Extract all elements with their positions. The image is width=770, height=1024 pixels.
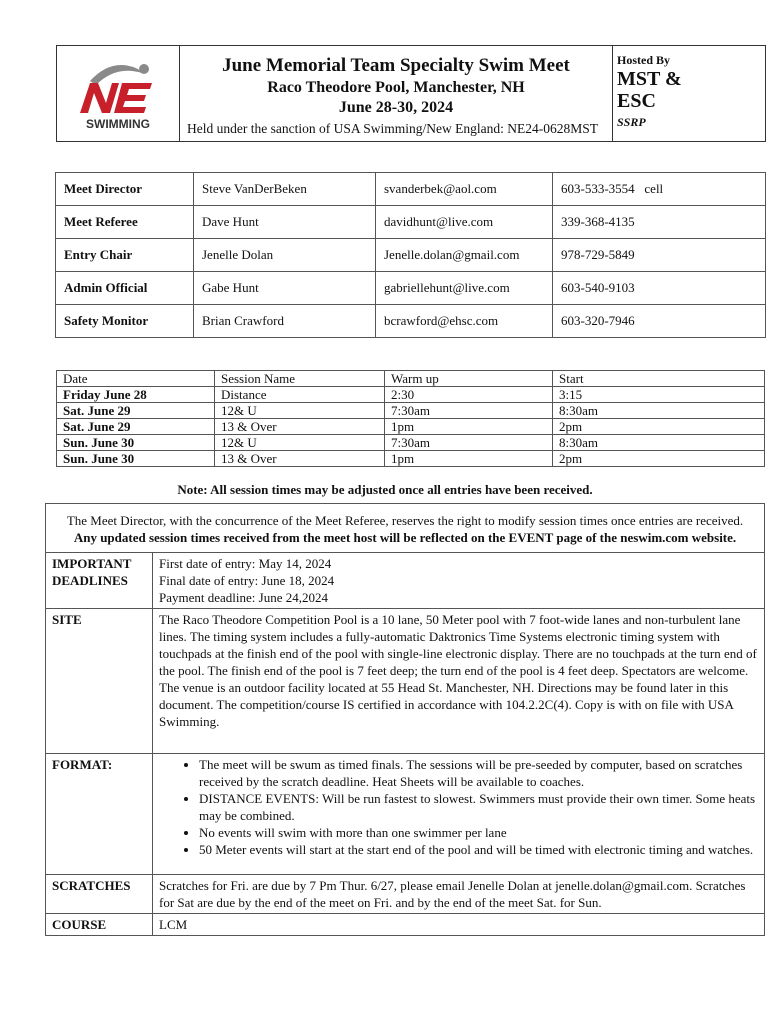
session-times-note: Note: All session times may be adjusted once all entries have been received. xyxy=(177,482,593,497)
session-name: Distance xyxy=(215,387,385,403)
official-name: Dave Hunt xyxy=(194,206,376,239)
official-role: Meet Director xyxy=(56,173,194,206)
official-phone: 603-533-3554 cell xyxy=(553,173,766,206)
payment-deadline: Payment deadline: June 24,2024 xyxy=(159,590,328,605)
session-date: Sun. June 30 xyxy=(57,435,215,451)
logo-word: SWIMMING xyxy=(86,117,150,131)
official-name: Jenelle Dolan xyxy=(194,239,376,272)
official-role: Meet Referee xyxy=(56,206,194,239)
session-name: 12& U xyxy=(215,435,385,451)
meet-header xyxy=(56,45,766,142)
official-role: Entry Chair xyxy=(56,239,194,272)
official-phone: 339-368-4135 xyxy=(553,206,766,239)
title-cell xyxy=(180,46,613,142)
format-cell xyxy=(153,754,765,875)
session-start: 8:30am xyxy=(553,403,765,419)
list-item: • The meet will be swum as timed finals. The sessions will be pre-seeded by computer, based on scratches received by the scratch deadline. Heat Sheets will be available to coaches. xyxy=(199,756,758,790)
intro-cell xyxy=(46,504,765,553)
official-email[interactable]: gabriellehunt@live.com xyxy=(376,272,553,305)
ne-swimming-logo xyxy=(72,51,164,131)
deadlines-cell xyxy=(153,553,765,609)
official-email[interactable]: davidhunt@live.com xyxy=(376,206,553,239)
session-name: 12& U xyxy=(215,403,385,419)
session-name: 13 & Over xyxy=(215,419,385,435)
intro-row xyxy=(46,504,765,553)
session-start: 3:15 xyxy=(553,387,765,403)
official-email[interactable]: svanderbek@aol.com xyxy=(376,173,553,206)
session-start: 2pm xyxy=(553,451,765,467)
official-name: Gabe Hunt xyxy=(194,272,376,305)
list-item: • DISTANCE EVENTS: Will be run fastest to slowest. Swimmers must provide their own timer. Some heats may be combined. xyxy=(199,790,758,824)
format-list xyxy=(159,756,758,858)
table-row xyxy=(57,419,765,435)
table-row xyxy=(57,451,765,467)
session-date: Sat. June 29 xyxy=(57,403,215,419)
session-warmup: 7:30am xyxy=(385,403,553,419)
meet-dates: June 28-30, 2024 xyxy=(338,99,454,116)
session-start: 2pm xyxy=(553,419,765,435)
meet-info-table xyxy=(45,503,765,936)
hosts-line-2: ESC xyxy=(617,90,656,112)
course-text: LCM xyxy=(153,914,765,936)
sanction-text: Held under the sanction of USA Swimming/New England: NE24-0628MST xyxy=(187,121,598,136)
hosted-by-label: Hosted By xyxy=(617,53,671,67)
table-row xyxy=(57,403,765,419)
format-label: FORMAT: xyxy=(46,754,153,875)
session-warmup: 2:30 xyxy=(385,387,553,403)
course-row xyxy=(46,914,765,936)
hosts-line-1: MST & xyxy=(617,68,682,90)
session-name: 13 & Over xyxy=(215,451,385,467)
intro-text: The Meet Director, with the concurrence of the Meet Referee, reserves the right to modify session times once entries are received. xyxy=(66,513,744,528)
ssrp-label: SSRP xyxy=(617,115,646,129)
meet-title: June Memorial Team Specialty Swim Meet xyxy=(222,55,570,76)
site-text: The Raco Theodore Competition Pool is a 10 lane, 50 Meter pool with 7 foot-wide lanes and non-turbulent lane lines. The timing system includes a fully-automatic Daktronics Time Systems electronic timing system with touchpads at the finish end of the pool with single-line electronic display. There are no touchpads at the turn end of the pool. The finish end of the pool is 7 feet deep; the turn end of the pool is 4 feet deep. Spectators are welcome. The venue is an outdoor facility located at 55 Head St. Manchester, NH. Directions may be found later in this document. The competition/course IS certified in accordance with 104.2.2C(4). Copy is with on file with USA Swimming. xyxy=(153,609,765,754)
scratches-label: SCRATCHES xyxy=(46,875,153,914)
table-header-row xyxy=(57,371,765,387)
official-role: Safety Monitor xyxy=(56,305,194,338)
scratches-row xyxy=(46,875,765,914)
col-header-date: Date xyxy=(57,371,215,387)
intro-bold-text: Any updated session times received from the meet host will be reflected on the EVENT page of the neswim.com website. xyxy=(73,530,737,545)
session-date: Sun. June 30 xyxy=(57,451,215,467)
official-phone: 603-320-7946 xyxy=(553,305,766,338)
official-name: Brian Crawford xyxy=(194,305,376,338)
official-name: Steve VanDerBeken xyxy=(194,173,376,206)
table-row xyxy=(56,206,766,239)
official-phone: 978-729-5849 xyxy=(553,239,766,272)
col-header-warmup: Warm up xyxy=(385,371,553,387)
session-warmup: 1pm xyxy=(385,451,553,467)
scratches-text: Scratches for Fri. are due by 7 Pm Thur. 6/27, please email Jenelle Dolan at jenelle.dolan@gmail.com. Scratches for Sat are due by the end of the meet on Fri. and by the end of the meet Sat. for Sun. xyxy=(153,875,765,914)
deadlines-row xyxy=(46,553,765,609)
host-cell xyxy=(613,46,766,142)
sessions-table xyxy=(56,370,765,467)
table-row xyxy=(57,387,765,403)
session-warmup: 7:30am xyxy=(385,435,553,451)
deadlines-label: IMPORTANT DEADLINES xyxy=(46,553,153,609)
list-item: • No events will swim with more than one swimmer per lane xyxy=(199,824,758,841)
site-label: SITE xyxy=(46,609,153,754)
list-item: • 50 Meter events will start at the start end of the pool and will be timed with electronic timing and watches. xyxy=(199,841,758,858)
table-row xyxy=(56,239,766,272)
meet-location: Raco Theodore Pool, Manchester, NH xyxy=(267,79,525,96)
official-email[interactable]: Jenelle.dolan@gmail.com xyxy=(376,239,553,272)
table-row xyxy=(56,272,766,305)
officials-table xyxy=(55,172,766,338)
table-row xyxy=(57,435,765,451)
session-start: 8:30am xyxy=(553,435,765,451)
col-header-session: Session Name xyxy=(215,371,385,387)
first-entry-date: First date of entry: May 14, 2024 xyxy=(159,556,332,571)
session-date: Friday June 28 xyxy=(57,387,215,403)
site-row xyxy=(46,609,765,754)
official-email[interactable]: bcrawford@ehsc.com xyxy=(376,305,553,338)
logo-cell xyxy=(57,46,180,142)
official-phone: 603-540-9103 xyxy=(553,272,766,305)
session-date: Sat. June 29 xyxy=(57,419,215,435)
table-row xyxy=(56,305,766,338)
table-row xyxy=(56,173,766,206)
final-entry-date: Final date of entry: June 18, 2024 xyxy=(159,573,335,588)
session-warmup: 1pm xyxy=(385,419,553,435)
official-role: Admin Official xyxy=(56,272,194,305)
format-row xyxy=(46,754,765,875)
course-label: COURSE xyxy=(46,914,153,936)
col-header-start: Start xyxy=(553,371,765,387)
